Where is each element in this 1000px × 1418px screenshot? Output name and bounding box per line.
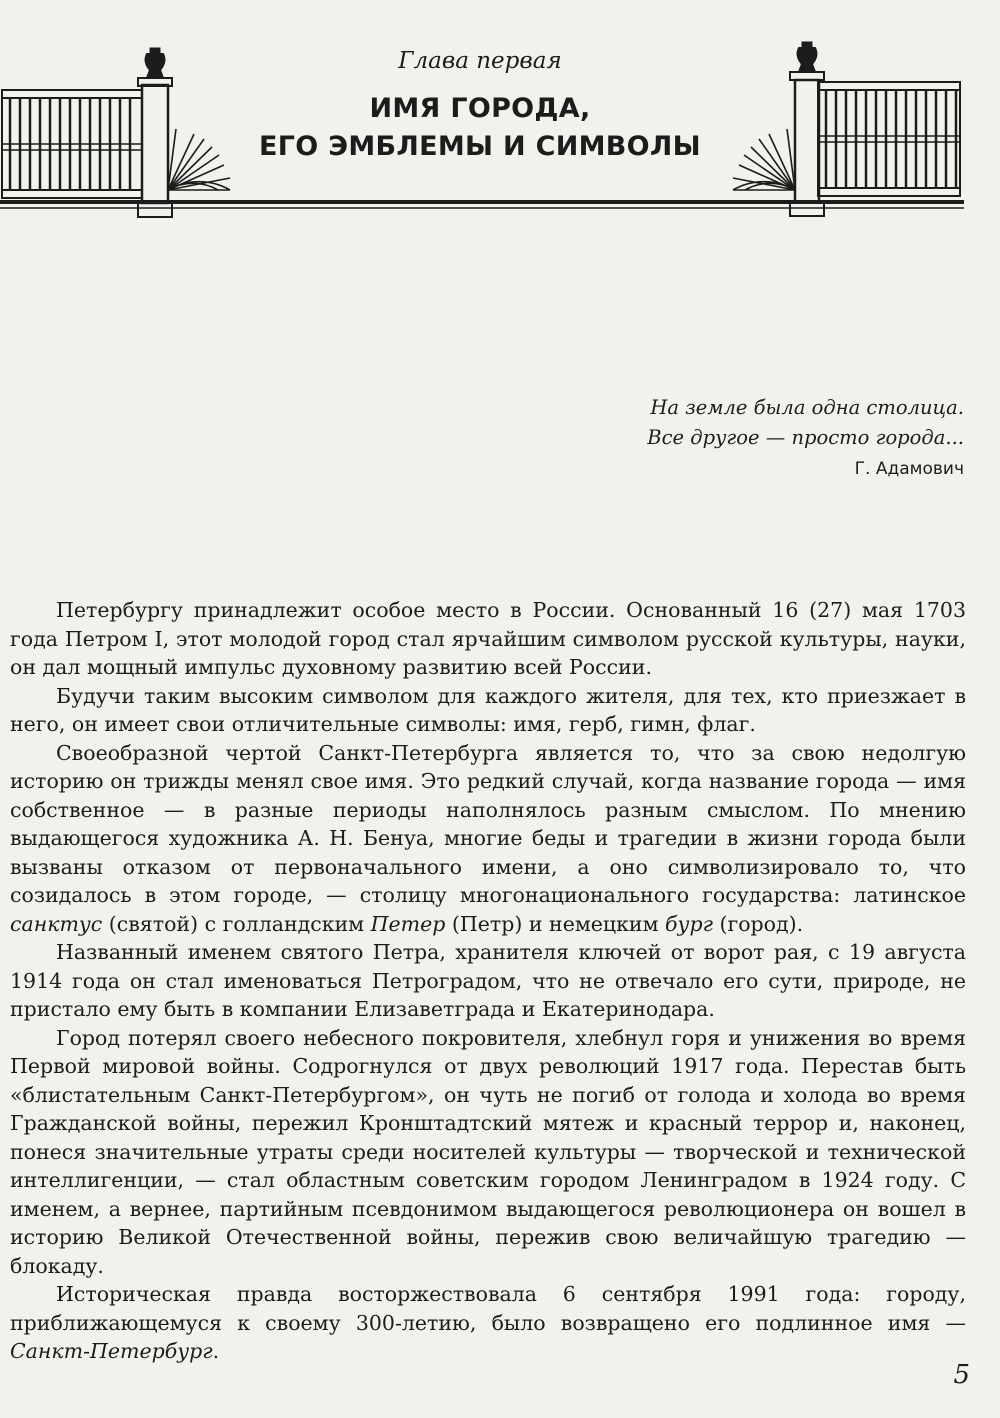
paragraph: Названный именем святого Петра, хранителя ключей от ворот рая, с 19 августа 1914 года он стал именоваться Петроградом, что не отвечало его сути, природе, не пристало ему быть в компании Елизаветграда и Екатеринодара. [10,940,966,1021]
text-run: Своеобразной чертой Санкт-Петербурга является то, что за свою недолгую историю он трижды менял свое имя. Это редкий случай, когда название города — имя собственное — в разные периоды наполнялось разным смыслом. По мнению выдающегося художника А. Н. Бенуа, многие беды и трагедии в жизни города были вызваны отказом от первоначального имени, а оно символизировало то, что созидалось в этом городе, — столицу многонационального государства: латинское [10,740,966,907]
text-run: . [212,1339,220,1363]
text-run: (Петр) и немецким [445,911,666,936]
paragraph: Город потерял своего небесного покровителя, хлебнул горя и унижения во время Первой мировой войны. Содрогнулся от двух революций 1917 года. Перестав быть «блистательным Санкт-Петербургом», он чуть не погиб от голода и холода во время Гражданской войны, пережил Кронштадтский мятеж и красный террор и, наконец, понеся значительные утраты среди носителей культуры — творческой и технической интеллигенции, — стал областным советским городом Ленинградом в 1924 году. С именем, а вернее, партийным псевдонимом выдающегося революционера он вошел в историю Великой Отечественной войны, пережив свою величайшую трагедию — блокаду. [10,1025,966,1278]
text-run: (город). [712,911,804,936]
text-run: (святой) с голландским [102,911,371,936]
text-run: Историческая правда восторжествовала 6 сентября 1991 года: городу, приближающемуся к своему 300-летию, было возвращено его подлинное имя — [10,1282,966,1335]
body-text [10,596,966,1366]
paragraph [10,739,966,939]
italic-term: Санкт-Петербург [10,1339,213,1363]
epigraph-line: На земле была одна столица. [650,396,964,419]
epigraph-author: Г. Адамович [854,459,964,479]
chapter-header [0,40,1000,230]
epigraph [444,393,964,483]
italic-term: бург [665,911,713,936]
paragraph: Петербургу принадлежит особое место в России. Основанный 16 (27) мая 1703 года Петром I, этот молодой город стал ярчайшим символом русской культуры, науки, он дал мощный импульс духовному развитию всей России. [10,598,966,679]
italic-term: санктус [10,911,103,936]
epigraph-line: Все другое — просто города... [647,426,964,449]
chapter-title [250,90,710,166]
italic-term: Петер [370,911,446,936]
chapter-title-line: ИМЯ ГОРОДА, [369,93,591,124]
paragraph: Будучи таким высоким символом для каждого жителя, для тех, кто приезжает в него, он имеет свои отличительные символы: имя, герб, гимн, флаг. [10,683,966,736]
chapter-label: Глава первая [398,48,562,74]
page-number: 5 [953,1360,970,1390]
chapter-title-line: ЕГО ЭМБЛЕМЫ И СИМВОЛЫ [259,131,701,162]
paragraph [10,1280,966,1366]
